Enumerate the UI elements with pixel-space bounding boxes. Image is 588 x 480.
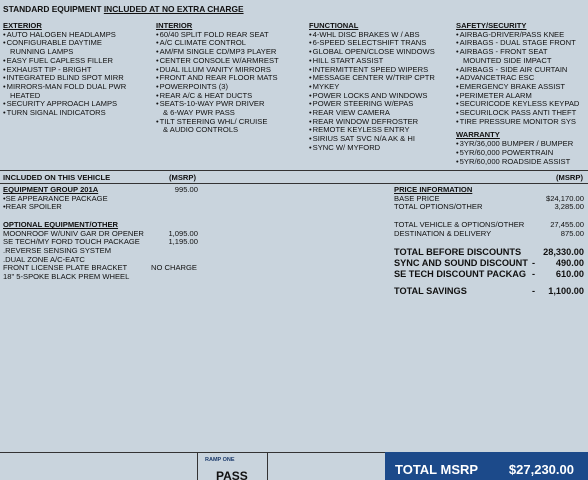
- feature-item: • SEATS-10-WAY PWR DRIVER: [156, 100, 279, 109]
- feature-item: • SIRIUS SAT SVC N/A AK & HI: [309, 135, 435, 144]
- standard-equipment-label: STANDARD EQUIPMENT: [3, 4, 102, 14]
- feature-item: • AUTO HALOGEN HEADLAMPS: [3, 31, 126, 40]
- warranty-title: WARRANTY: [456, 130, 500, 140]
- equipment-group-item: •REAR SPOILER: [3, 202, 62, 212]
- feature-item: • SECURILOCK PASS ANTI THEFT: [456, 109, 579, 118]
- base-price-value: $24,170.00: [545, 193, 584, 203]
- se-tech-discount-value: 610.00: [555, 269, 584, 279]
- feature-item: • POWERPOINTS (3): [156, 83, 279, 92]
- feature-item: • REMOTE KEYLESS ENTRY: [309, 126, 435, 135]
- no-extra-charge-label: INCLUDED AT NO EXTRA CHARGE: [103, 4, 244, 14]
- included-divider: [0, 183, 588, 184]
- feature-item: • TILT STEERING WHL/ CRUISE: [156, 118, 279, 127]
- functional-column: [309, 22, 435, 153]
- safety-title: SAFETY/SECURITY: [456, 21, 527, 30]
- total-msrp-box: [385, 452, 588, 480]
- safety-column: [456, 22, 579, 166]
- total-savings-dash: -: [532, 286, 536, 296]
- option-price: NO CHARGE: [151, 263, 197, 273]
- ramp-box: [197, 452, 268, 480]
- exterior-title: EXTERIOR: [3, 21, 42, 30]
- ramp-label: RAMP ONE: [205, 457, 235, 463]
- feature-item: • TIRE PRESSURE MONITOR SYS: [456, 118, 579, 127]
- feature-item: • 4-WHL DISC BRAKES W / ABS: [309, 31, 435, 40]
- feature-item: • HILL START ASSIST: [309, 57, 435, 66]
- functional-title: FUNCTIONAL: [309, 21, 359, 30]
- feature-item: • ADVANCETRAC ESC: [456, 74, 579, 83]
- functional-list: [309, 31, 435, 153]
- equipment-group-item: •SE APPEARANCE PACKAGE: [3, 193, 108, 203]
- ramp-code: PASS: [216, 469, 248, 480]
- total-options-label: TOTAL OPTIONS/OTHER: [394, 202, 483, 212]
- feature-item: • AIRBAGS - FRONT SEAT: [456, 48, 579, 57]
- feature-item: HEATED: [10, 90, 41, 100]
- interior-title: INTERIOR: [156, 21, 193, 30]
- feature-item: • REAR WINDOW DEFROSTER: [309, 118, 435, 127]
- interior-column: [156, 22, 279, 135]
- equipment-group-title: EQUIPMENT GROUP 201A: [3, 185, 99, 194]
- total-vehicle-value: 27,455.00: [550, 220, 584, 229]
- feature-item: • CENTER CONSOLE W/ARMREST: [156, 57, 279, 66]
- feature-item: & 6-WAY PWR PASS: [163, 108, 235, 118]
- se-tech-discount-dash: -: [532, 269, 536, 279]
- feature-item: & AUDIO CONTROLS: [163, 125, 239, 135]
- destination-value: 875.00: [560, 228, 584, 238]
- equipment-group-price: 995.00: [174, 185, 198, 194]
- option-label: FRONT LICENSE PLATE BRACKET: [3, 263, 128, 273]
- feature-item: • CONFIGURABLE DAYTIME: [3, 39, 126, 48]
- price-information-title: PRICE INFORMATION: [394, 185, 473, 194]
- exterior-list: [3, 31, 126, 118]
- total-before-discounts-label: TOTAL BEFORE DISCOUNTS: [394, 247, 522, 257]
- feature-item: • GLOBAL OPEN/CLOSE WINDOWS: [309, 48, 435, 57]
- price-information: [394, 186, 586, 212]
- feature-item: MOUNTED SIDE IMPACT: [463, 55, 552, 65]
- total-msrp-value: $27,230.00: [508, 462, 574, 477]
- total-before-discounts-value: 28,330.00: [543, 247, 584, 257]
- feature-item: • A/C CLIMATE CONTROL: [156, 39, 279, 48]
- feature-item: • SECURICODE KEYLESS KEYPAD: [456, 100, 579, 109]
- option-label: SE TECH/MY FORD TOUCH PACKAGE: [3, 237, 140, 247]
- vehicle-totals: [394, 221, 586, 238]
- feature-item: • AIRBAGS - SIDE AIR CURTAIN: [456, 66, 579, 75]
- feature-item: • PERIMETER ALARM: [456, 92, 579, 101]
- total-savings-label: TOTAL SAVINGS: [394, 286, 467, 296]
- se-tech-discount-label: SE TECH DISCOUNT PACKAG: [394, 269, 527, 279]
- feature-item: • 5YR/60,000 POWERTRAIN: [456, 149, 579, 158]
- sync-discount-value: 490.00: [555, 258, 584, 268]
- feature-item: • INTEGRATED BLIND SPOT MIRR: [3, 74, 126, 83]
- total-savings-value: 1,100.00: [548, 286, 584, 296]
- warranty-list: [456, 140, 579, 166]
- feature-item: • EMERGENCY BRAKE ASSIST: [456, 83, 579, 92]
- sync-discount-dash: -: [532, 258, 536, 268]
- feature-item: • POWER LOCKS AND WINDOWS: [309, 92, 435, 101]
- standard-equipment-header: [3, 4, 244, 14]
- option-label: .REVERSE SENSING SYSTEM: [3, 246, 112, 256]
- feature-item: • AM/FM SINGLE CD/MP3 PLAYER: [156, 48, 279, 57]
- feature-item: • MESSAGE CENTER W/TRIP CPTR: [309, 74, 435, 83]
- optional-equipment-title: OPTIONAL EQUIPMENT/OTHER: [3, 220, 119, 229]
- exterior-column: [3, 22, 126, 118]
- safety-list: [456, 31, 579, 127]
- feature-item: • 3YR/36,000 BUMPER / BUMPER: [456, 140, 579, 149]
- option-label: 18" 5-SPOKE BLACK PREM WHEEL: [3, 272, 130, 282]
- feature-item: • SYNC W/ MYFORD: [309, 144, 435, 153]
- feature-item: • FRONT AND REAR FLOOR MATS: [156, 74, 279, 83]
- total-options-value: 3,285.00: [554, 202, 584, 212]
- feature-item: • REAR A/C & HEAT DUCTS: [156, 92, 279, 101]
- feature-item: • SECURITY APPROACH LAMPS: [3, 100, 126, 109]
- feature-item: • EASY FUEL CAPLESS FILLER: [3, 57, 126, 66]
- feature-item: • TURN SIGNAL INDICATORS: [3, 109, 126, 118]
- feature-item: • AIRBAGS - DUAL STAGE FRONT: [456, 39, 579, 48]
- feature-item: • REAR VIEW CAMERA: [309, 109, 435, 118]
- section-divider: [0, 170, 588, 171]
- feature-item: • POWER STEERING W/EPAS: [309, 100, 435, 109]
- option-price: 1,095.00: [168, 228, 198, 238]
- feature-item: • MIRRORS-MAN FOLD DUAL PWR: [3, 83, 126, 92]
- total-vehicle-label: TOTAL VEHICLE & OPTIONS/OTHER: [394, 220, 525, 229]
- feature-item: • 5YR/60,000 ROADSIDE ASSIST: [456, 158, 579, 167]
- savings-summary: [394, 286, 586, 297]
- option-price: 1,195.00: [168, 237, 198, 247]
- sync-discount-label: SYNC AND SOUND DISCOUNT: [394, 258, 528, 268]
- interior-list: [156, 31, 279, 135]
- included-msrp-label: (MSRP): [169, 173, 196, 182]
- option-label: MOONROOF W/UNIV GAR DR OPENER: [3, 228, 144, 238]
- discount-summary: [394, 247, 586, 280]
- destination-label: DESTINATION & DELIVERY: [394, 228, 492, 238]
- price-msrp-label: (MSRP): [556, 173, 583, 182]
- feature-item: • EXHAUST TIP - BRIGHT: [3, 66, 126, 75]
- feature-item: • DUAL ILLUM VANITY MIRRORS: [156, 66, 279, 75]
- feature-item: • MYKEY: [309, 83, 435, 92]
- feature-item: • 6-SPEED SELECTSHIFT TRANS: [309, 39, 435, 48]
- option-label: .DUAL ZONE A/C-EATC: [3, 254, 85, 264]
- base-price-label: BASE PRICE: [394, 193, 440, 203]
- total-msrp-label: TOTAL MSRP: [395, 462, 479, 477]
- feature-item: • INTERMITTENT SPEED WIPERS: [309, 66, 435, 75]
- feature-item: RUNNING LAMPS: [10, 47, 74, 57]
- feature-item: • AIRBAG-DRIVER/PASS KNEE: [456, 31, 579, 40]
- included-heading: INCLUDED ON THIS VEHICLE: [3, 173, 111, 182]
- feature-item: • 60/40 SPLIT FOLD REAR SEAT: [156, 31, 279, 40]
